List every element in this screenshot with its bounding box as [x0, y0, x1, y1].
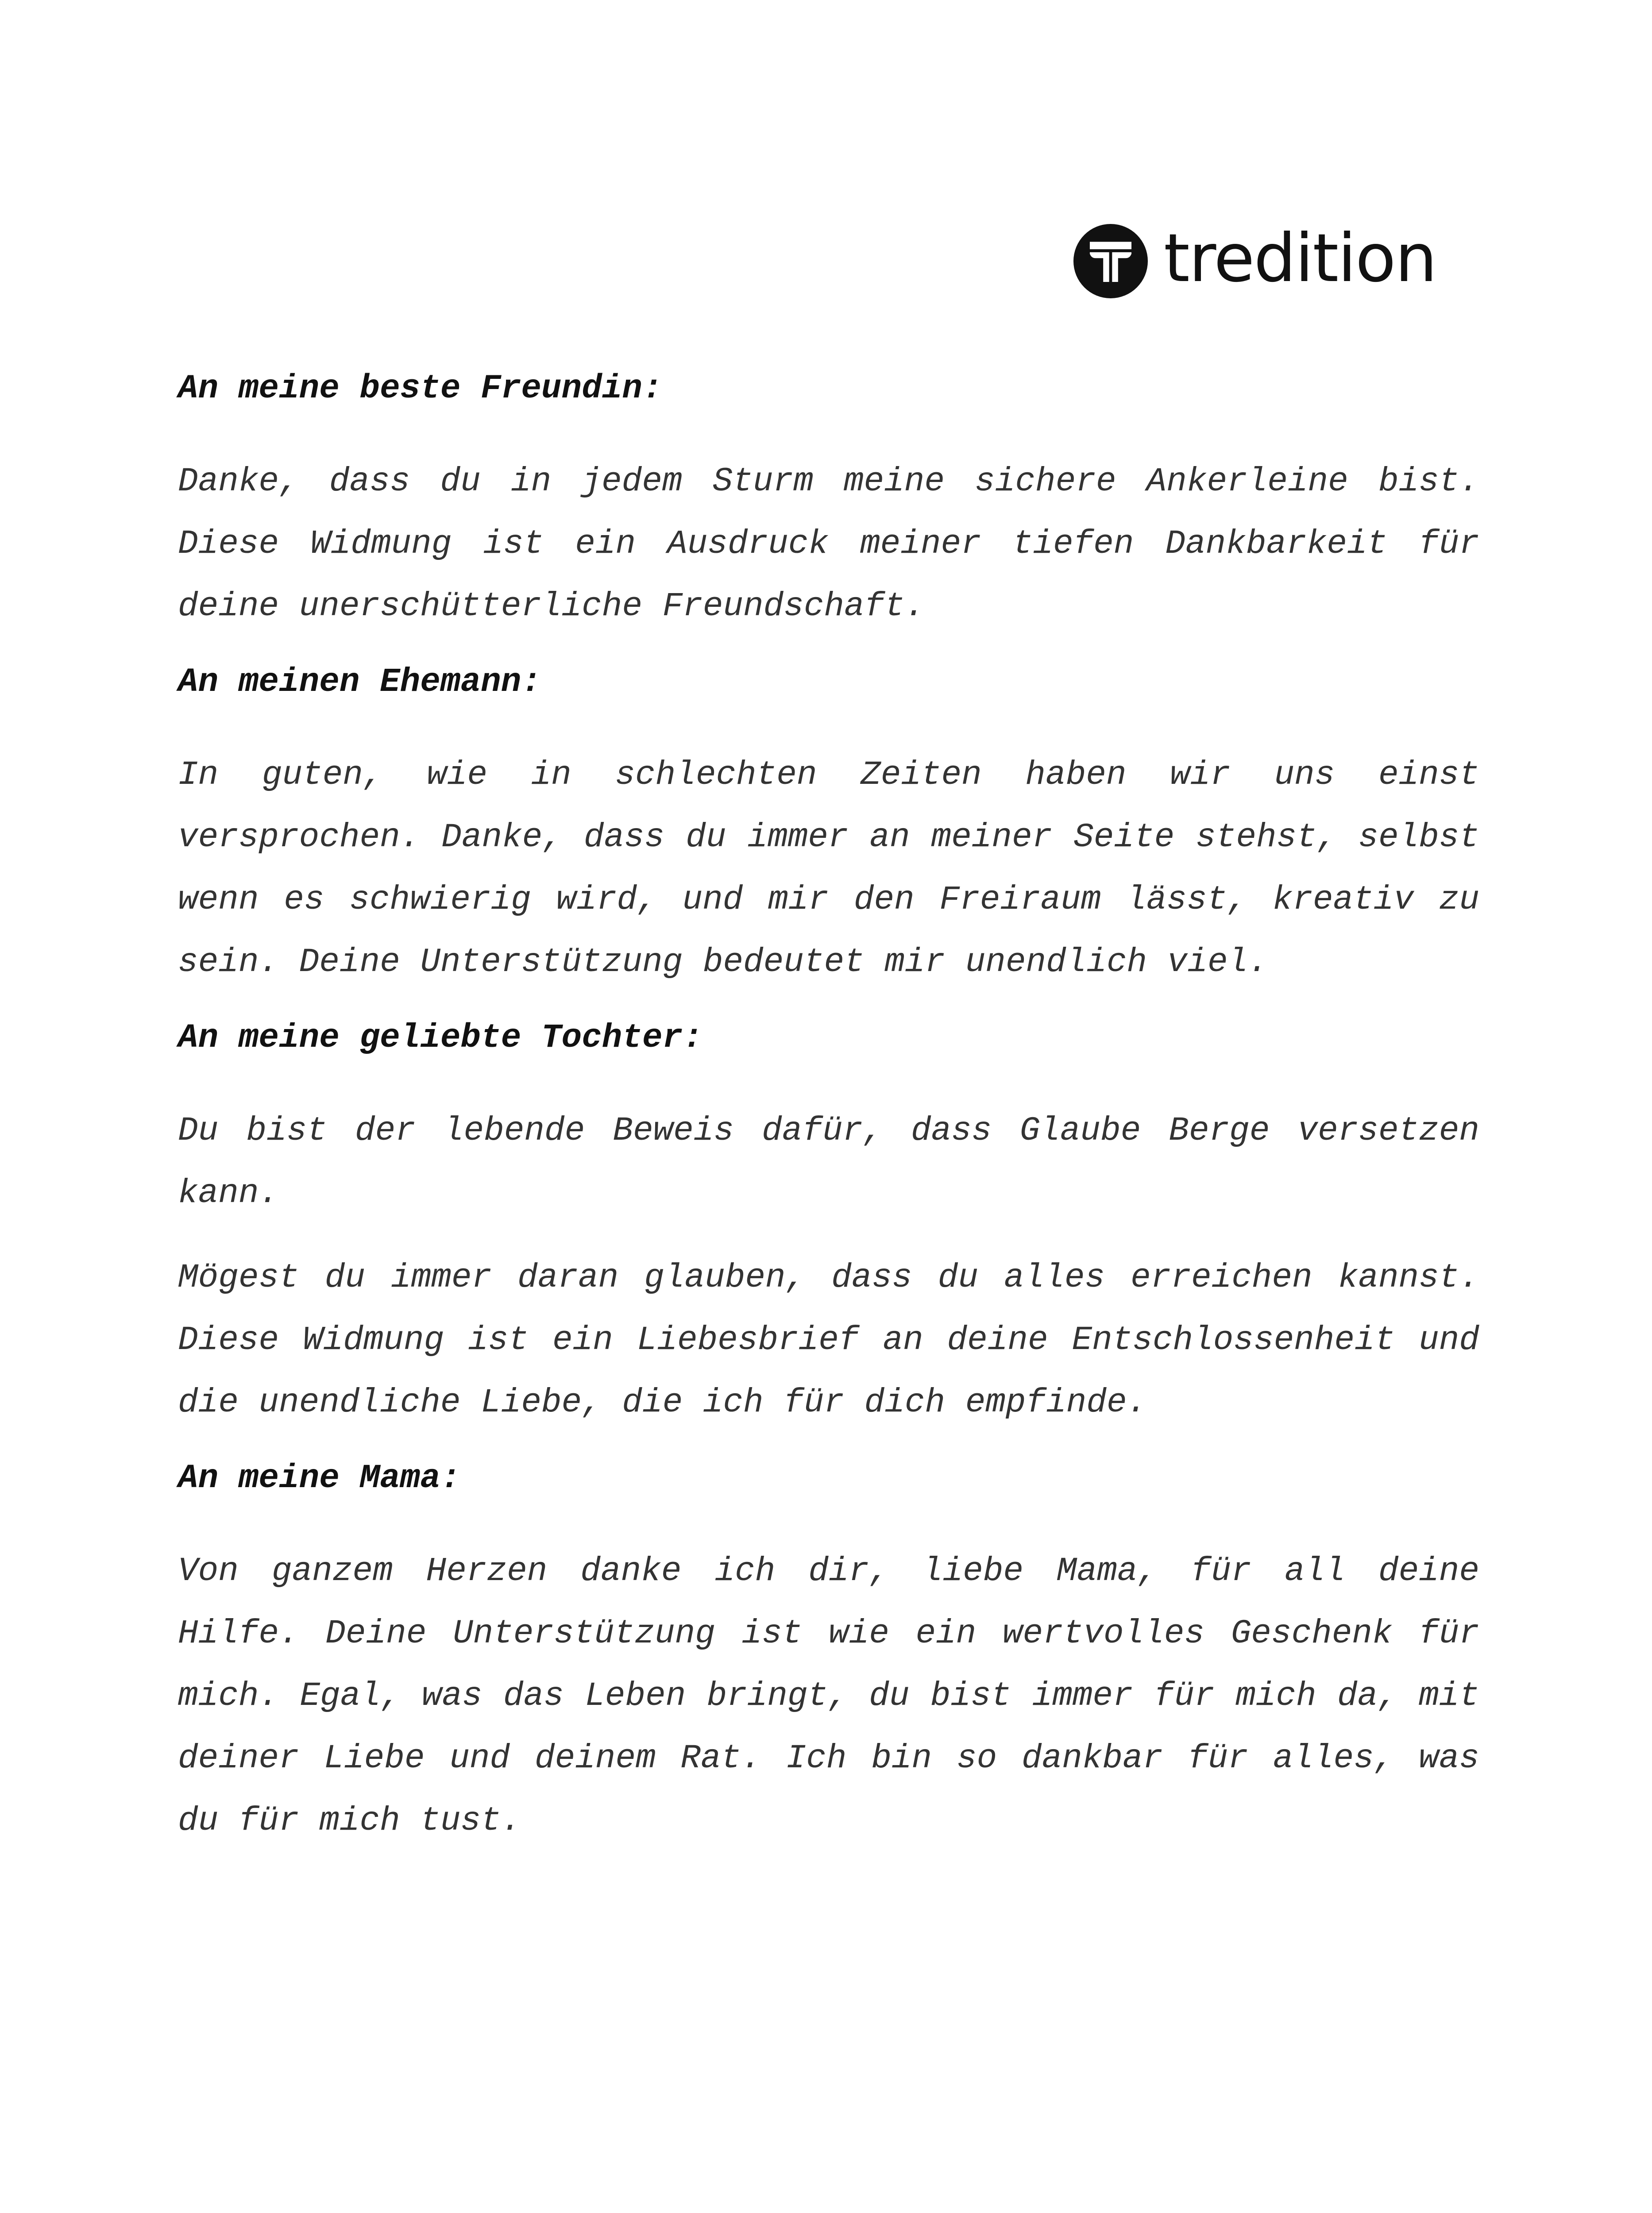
dedication-content — [178, 366, 1479, 1874]
section-heading: An meine beste Freundin: — [178, 370, 663, 408]
dedication-section-daughter — [178, 1016, 1479, 1434]
section-heading: An meinen Ehemann: — [178, 663, 541, 701]
section-heading: An meine Mama: — [178, 1459, 461, 1497]
logo-wordmark: tredition — [1164, 220, 1436, 297]
section-paragraph: Von ganzem Herzen danke ich dir, liebe Mama, für all deine Hilfe. Deine Unterstützung ist wie ein wertvolles Geschenk für mich. Egal, was das Leben bringt, du bist immer für mich da, mit deiner Liebe und deinem Rat. Ich bin so dankbar für alles, was du für mich tust. — [178, 1552, 1479, 1840]
section-paragraph: Mögest du immer daran glauben, dass du alles erreichen kannst. Diese Widmung ist ein Liebesbrief an deine Entschlossenheit und die unendliche Liebe, die ich für dich empfinde. — [178, 1259, 1479, 1422]
section-paragraph: Du bist der lebende Beweis dafür, dass Glaube Berge versetzen kann. — [178, 1112, 1479, 1212]
section-heading: An meine geliebte Tochter: — [178, 1019, 703, 1057]
dedication-section-mother — [178, 1456, 1479, 1852]
section-paragraph: In guten, wie in schlechten Zeiten haben wir uns einst versprochen. Danke, dass du immer an meiner Seite stehst, selbst wenn es schwierig wird, und mir den Freiraum lässt, kreativ zu sein. Deine Unterstützung bedeutet mir unendlich viel. — [178, 756, 1479, 981]
tredition-t-logo-icon — [1073, 224, 1148, 298]
dedication-section-husband — [178, 660, 1479, 994]
tredition-logo — [1073, 221, 1436, 301]
section-paragraph: Danke, dass du in jedem Sturm meine sichere Ankerleine bist. Diese Widmung ist ein Ausdruck meiner tiefen Dankbarkeit für deine unerschütterliche Freundschaft. — [178, 463, 1479, 625]
dedication-section-friend — [178, 366, 1479, 638]
